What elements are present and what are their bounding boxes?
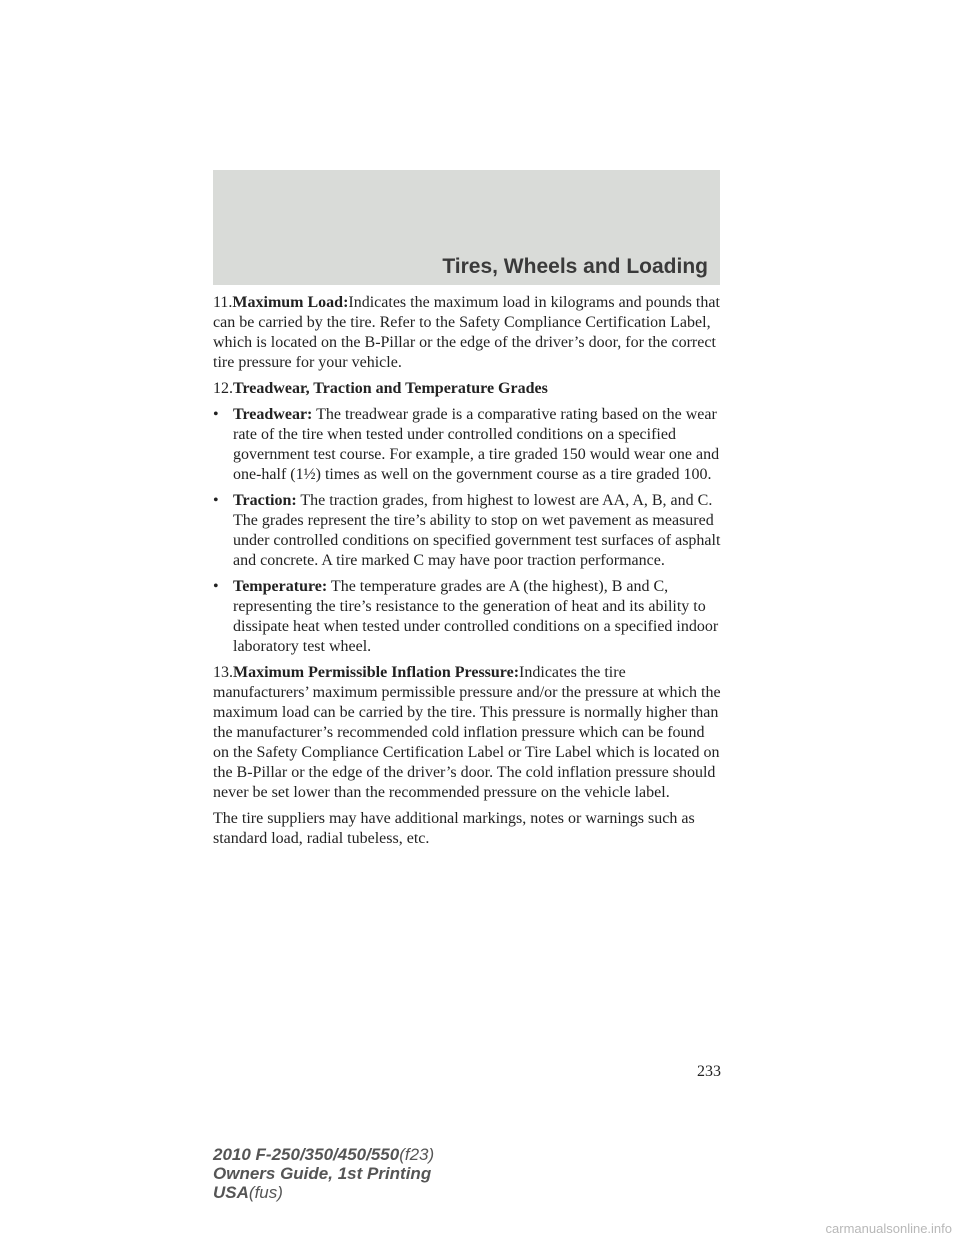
page-number: 233 [697,1063,721,1080]
footer-imprint [213,1145,434,1202]
page-content [213,293,723,855]
bullet-temperature [213,577,723,657]
footer-market-code: (fus) [248,1183,283,1202]
item-13 [213,663,723,803]
bullet-glyph: • [213,492,219,509]
bullet-traction [213,491,723,571]
item-11-text: Indicates the maximum load in kilograms and pounds that can be carried by the tire. Refer to the Safety Compliance Certification Label, which is located on the B-Pillar or the edge of the driver’s door, for the correct tire pressure for your vehicle. [213,294,720,371]
item-11-number: 11. [213,294,233,311]
item-13-number: 13. [213,664,233,681]
treadwear-text: The treadwear grade is a comparative rating based on the wear rate of the tire when tested under controlled conditions on a specified government test course. For example, a tire graded 150 would wear one and one-half (1½) times as well on the government course as a tire graded 100. [233,406,720,483]
item-11 [213,293,723,373]
item-13-text: Indicates the tire manufacturers’ maximum permissible pressure and/or the pressure at which the maximum load can be carried by the tire. This pressure is normally higher than the manufacturer’s recommended cold inflation pressure which can be found on the Safety Compliance Certification Label or Tire Label which is located on the B-Pillar or the edge of the driver’s door. The cold inflation pressure should never be set lower than the recommended pressure on the vehicle label. [213,664,721,801]
footer-market: USA [213,1183,249,1202]
traction-text: The traction grades, from highest to lowest are AA, A, B, and C. The grades represent the tire’s ability to stop on wet pavement as measured under controlled conditions on specified government test surfaces of asphalt and concrete. A tire marked C may have poor traction performance. [233,492,721,569]
temperature-text: The temperature grades are A (the highest), B and C, representing the tire’s resistance to the generation of heat and its ability to dissipate heat when tested under controlled conditions on a specified indoor laboratory test wheel. [233,578,719,655]
item-12-number: 12. [213,380,233,397]
item-13-label: Maximum Permissible Inflation Pressure: [233,664,520,681]
closing-paragraph: The tire suppliers may have additional markings, notes or warnings such as standard load, radial tubeless, etc. [213,810,695,847]
item-12 [213,379,723,399]
item-11-label: Maximum Load: [232,294,349,311]
watermark-link[interactable]: carmanualsonline.info [825,1221,952,1236]
section-title: Tires, Wheels and Loading [442,255,708,278]
section-header-band [213,170,720,285]
bullet-glyph: • [213,578,219,595]
bullet-glyph: • [213,406,219,423]
footer-model: 2010 F-250/350/450/550 [213,1145,400,1164]
traction-label: Traction: [233,492,297,509]
temperature-label: Temperature: [233,578,328,595]
bullet-treadwear [213,405,723,485]
footer-model-code: (f23) [399,1145,435,1164]
treadwear-label: Treadwear: [233,406,313,423]
item-12-label: Treadwear, Traction and Temperature Grades [233,380,548,397]
footer-printing: Owners Guide, 1st Printing [213,1164,432,1183]
